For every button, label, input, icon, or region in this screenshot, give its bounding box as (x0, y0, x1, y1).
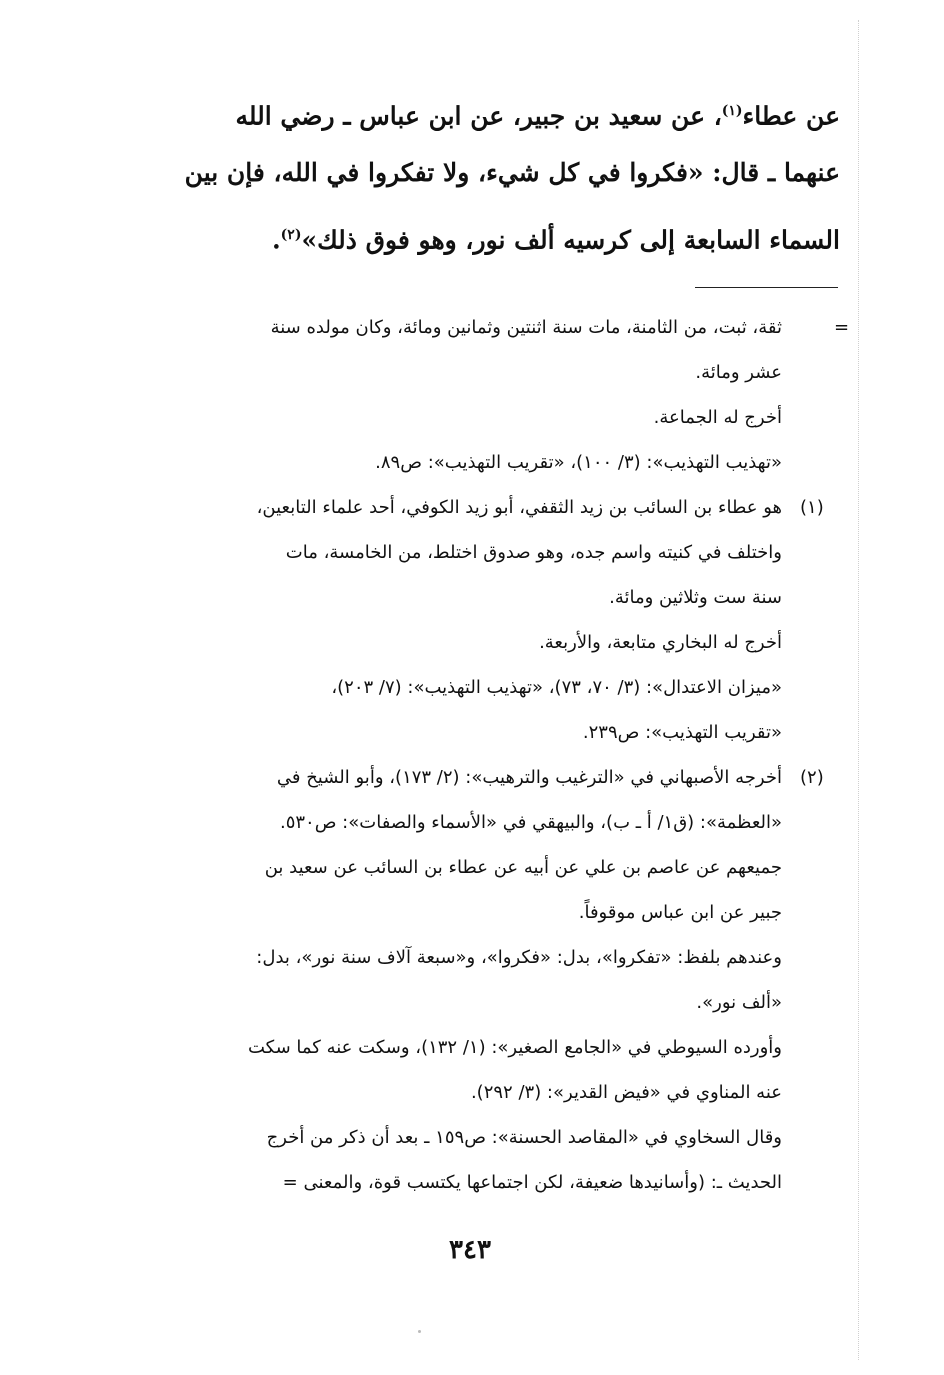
footnote-line: جبير عن ابن عباس موقوفاً. (578, 902, 782, 923)
footnote-ref-2: (٢) (280, 227, 302, 243)
footnote-ref-1: (١) (721, 103, 743, 119)
page-number: ٣٤٣ (449, 1235, 491, 1265)
footnote-line: وعندهم بلفظ: «تفكروا»، بدل: «فكروا»، و«سبعة آلاف سنة نور»، بدل: (256, 947, 782, 968)
main-line-1 (135, 80, 840, 142)
footnote-line: عشر ومائة. (695, 362, 782, 383)
footnote-line: عنه المناوي في «فيض القدير»: (٣/ ٢٩٢). (470, 1082, 782, 1103)
footnote-line: «العظمة»: (ق١/ أ ـ ب)، والبيهقي في «الأسماء والصفات»: ص٥٣٠. (279, 812, 782, 833)
footnote-separator (695, 287, 838, 288)
main-line-3-end: . (271, 225, 281, 255)
footnote-line: هو عطاء بن السائب بن زيد الثقفي، أبو زيد الكوفي، أحد علماء التابعين، (256, 497, 782, 518)
main-line-1-start: عن عطاء (742, 101, 840, 131)
footnote-2 (130, 755, 782, 1205)
main-line-3-text: السماء السابعة إلى كرسيه ألف نور، وهو فوق ذلك» (301, 225, 840, 255)
scan-margin-dots (858, 20, 859, 1360)
footnote-line: أخرج له البخاري متابعة، والأربعة. (539, 632, 782, 653)
footnote-line: وقال السخاوي في «المقاصد الحسنة»: ص١٥٩ ـ بعد أن ذكر من أخرج (266, 1127, 782, 1148)
footnotes (130, 305, 782, 1205)
continuation-marker: = (834, 317, 850, 338)
footnote-continuation (130, 305, 782, 485)
main-line-3 (135, 204, 840, 266)
footnote-line: أخرجه الأصبهاني في «الترغيب والترهيب»: (٢/ ١٧٣)، وأبو الشيخ في (276, 767, 782, 788)
footnote-line: «تقريب التهذيب»: ص٢٣٩. (582, 722, 782, 743)
scan-speck (418, 1330, 421, 1333)
footnote-line: جميعهم عن عاصم بن علي عن أبيه عن عطاء بن السائب عن سعيد بن (264, 857, 782, 878)
footnote-line: «ألف نور». (696, 992, 782, 1013)
footnote-line: ثقة، ثبت، من الثامنة، مات سنة اثنتين وثمانين ومائة، وكان مولده سنة (270, 317, 782, 338)
main-text (135, 80, 840, 266)
main-line-2: عنهما ـ قال: «فكروا في كل شيء، ولا تفكروا في الله، فإن بين (184, 158, 840, 187)
footnote-line: سنة ست وثلاثين ومائة. (609, 587, 782, 608)
footnote-line: واختلف في كنيته واسم جده، وهو صدوق اختلط، من الخامسة، مات (285, 542, 782, 563)
footnote-2-marker: (٢) (800, 767, 824, 788)
main-line-1-rest: ، عن سعيد بن جبير، عن ابن عباس ـ رضي الله (235, 101, 722, 131)
footnote-line: وأورده السيوطي في «الجامع الصغير»: (١/ ١٣٢)، وسكت عنه كما سكت (248, 1037, 782, 1058)
footnote-line: «ميزان الاعتدال»: (٣/ ٧٠، ٧٣)، «تهذيب التهذيب»: (٧/ ٢٠٣)، (331, 677, 782, 698)
footnote-1-marker: (١) (800, 497, 824, 518)
footnote-line: أخرج له الجماعة. (653, 407, 782, 428)
footnote-line: «تهذيب التهذيب»: (٣/ ١٠٠)، «تقريب التهذيب»: ص٨٩. (375, 452, 782, 473)
footnote-1 (130, 485, 782, 755)
footnote-line: الحديث ـ: (وأسانيدها ضعيفة، لكن اجتماعها يكتسب قوة، والمعنى = (282, 1172, 782, 1193)
